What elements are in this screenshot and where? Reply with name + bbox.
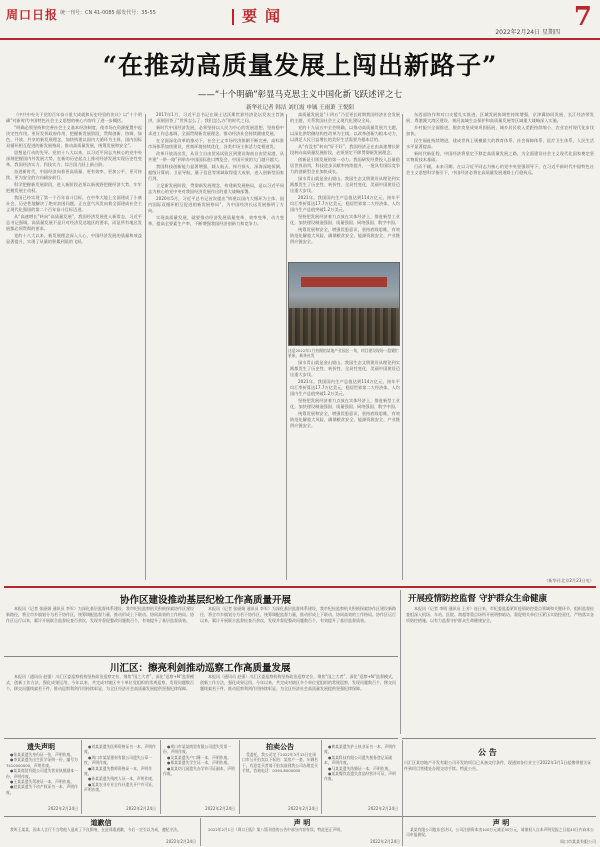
column-divider xyxy=(400,590,401,734)
article-paragraph: 统筹发展和安全，增强忧患意识，坚持底线思维，有效防范化解重大风险，确保粮食安全、能源资源安全、产业链供应链安全。 xyxy=(290,227,400,244)
article-paragraph: 坚持把发展经济着力点放在实体经济上，推进新型工业化，加快建设制造强国、质量强国、网络强国、数字中国。 xyxy=(290,398,400,409)
dispatch-note: （新华社北京2月23日电） xyxy=(544,578,594,583)
classified-item: ●某某幼儿园遗失办学许可证副本，声明作废。 xyxy=(163,765,235,777)
footer-body-2: 2022年2月1日《周口日报》第八版刊登的公告中部分内容有误，特此更正声明。 xyxy=(208,827,344,832)
classified-item: ●马某某遗失结婚证一本，声明作废。 xyxy=(328,765,393,771)
news-headline-3: 川汇区：擦亮利剑推动巡察工作高质量发展 xyxy=(110,663,291,674)
article-paragraph: 民生福祉持续增进，建成世界上规模最大的教育体系、社会保障体系、医疗卫生体系，人民生活水平显著提高。 xyxy=(406,138,594,149)
photo-crowd xyxy=(289,308,399,345)
classified-body-5 xyxy=(324,744,398,804)
photo-caption: 这是2022年1月拍摄的某地产业园区一角，项目建设现场一派繁忙景象。新华社发 xyxy=(288,348,399,358)
classified-item: ●赵某某遗失不动产权证书一本，声明作废。 xyxy=(6,784,78,795)
news-photo xyxy=(288,262,400,346)
footer-date-1: 2022年2月24日 xyxy=(166,839,196,844)
article-paragraph: 行而不辍，未来可期。在以习近平同志为核心的党中央坚强领导下，在习近平新时代中国特色社会主义思想科学指引下，中国经济必将在高质量发展道路上行稳致远。 xyxy=(406,164,594,175)
section-divider xyxy=(4,816,596,817)
article-paragraph: 思想是行动的先导。党的十八大以来，以习近平同志为核心的党中央深刻把握国内外发展大势，在新的历史起点上推动经济发展实现历史性变革，我国经济实力、科技实力、综合国力跃上新台阶。 xyxy=(6,150,142,167)
classified-item: 受委托，我公司定于2022年3月15日在周口市公开拍卖以下标的：某房产一套、车辆若干。有意竞买者请于拍卖前到我公司办理竞买手续。咨询电话：0394-8000000 xyxy=(242,752,318,774)
article-paragraph: 党的十八大以来，新发展理念深入人心，中国经济发展的质量和效益显著提升，实现了从量的积累到质的飞跃。 xyxy=(6,233,142,244)
issue-date: 2022年2月24日 星期四 xyxy=(495,29,560,36)
classified-item: ●郑某某遗失学生证一本，声明作废。 xyxy=(167,760,232,766)
article-paragraph: 2020年5月，习近平总书记首次提出“构建以国内大循环为主体、国内国际双循环相互促进的新发展格局”，为中国经济长远发展指明了方向。 xyxy=(148,196,284,213)
classified-body-4 xyxy=(242,752,318,804)
article-paragraph: 我国科技创新能力显著增强，载人航天、探月探火、深海深地探测、超级计算机、卫星导航、量子信息等领域取得重大成果，进入创新型国家行列。 xyxy=(148,164,284,181)
article-paragraph: 创新是引领发展的第一动力。我国研发经费投入总量稳居世界前列，科技进步贡献率持续提升，一批具有国际竞争力的创新型企业加快成长。 xyxy=(290,157,400,174)
classified-body-3 xyxy=(163,744,235,804)
section-divider xyxy=(4,738,398,739)
article-paragraph: 坚持把发展经济着力点放在实体经济上，推进新型工业化，加快建设制造强国、质量强国、网络强国、数字中国。 xyxy=(290,214,400,225)
news-headline-2: 开展疫情防控监督 守护群众生命健康 xyxy=(408,594,547,604)
column-divider xyxy=(402,114,403,580)
article-paragraph: 改革开放再出发，从设立自由贸易试验区到建设海南自由贸易港，从共建“一带一路”到举办中国国际进口博览会，中国开放的大门越开越大。 xyxy=(148,151,284,162)
main-headline: “在推动高质量发展上闯出新路子” xyxy=(102,51,498,80)
section-title: 要闻 xyxy=(242,7,289,25)
section-divider xyxy=(4,586,596,588)
classified-item: ●某某科技有限公司遗失税务登记证副本，声明作废。 xyxy=(324,754,393,766)
article-paragraph: 奋进新时代，中国经济向着更高质量、更有效率、更加公平、更可持续、更为安全的方向阔步前行。 xyxy=(6,169,142,180)
classified-item: ●周口市某某建材有限公司遗失公章一枚，声明作废。 xyxy=(84,754,153,766)
article-paragraph: 党的十九届五中全会明确，以推动高质量发展为主题，以深化供给侧结构性改革为主线，以改革创新为根本动力，以满足人民日益增长的美好生活需要为根本目的。 xyxy=(290,125,400,142)
classified-date-5: 2022年2月24日 xyxy=(368,806,398,811)
classified-item: ●某某农业专业合作社遗失开户许可证，声明作废。 xyxy=(84,781,156,793)
section-divider xyxy=(402,738,596,739)
newspaper-logo: 周口日报 xyxy=(6,8,59,22)
section-divider xyxy=(4,656,398,657)
classified-body-2 xyxy=(84,744,156,804)
classified-item: ●某某餐饮店遗失食品经营许可证，声明作废。 xyxy=(324,771,396,782)
article-paragraph: 从“有没有”转向“好不好”，我国经济正在由高速增长阶段转向高质量发展阶段，必须坚定不移贯彻新发展理念。 xyxy=(290,144,400,155)
article-paragraph: 乡村振兴全面推进，脱贫攻坚成果巩固拓展，城乡居民收入差距持续缩小，农业农村现代化步伐加快。 xyxy=(406,125,594,136)
notice-title: 公 告 xyxy=(478,748,497,757)
footer-date-2: 2022年2月24日 xyxy=(370,839,400,844)
masthead xyxy=(0,0,600,40)
article-column-3b xyxy=(290,360,400,582)
classified-item: ●刘某某遗失医师资格证书一本，声明作废。 xyxy=(84,744,156,755)
footer-title-1: 道歉信 xyxy=(90,819,112,827)
footer-body-1: 我叫王某某，因本人言行不当给他人造成了不良影响，在此郑重道歉，今后一定引以为戒，遵纪守法。 xyxy=(10,827,181,832)
column-divider xyxy=(81,740,82,814)
classified-item: ●周口市某某商贸有限公司遗失发票一份，声明作废。 xyxy=(163,744,232,755)
classified-item: ●张某某遗失身份证一张，声明作废。 xyxy=(10,752,75,757)
classified-date-1: 2022年2月24日 xyxy=(48,806,78,811)
classified-item: ●某某商贸有限公司遗失营业执照副本一份，声明作废。 xyxy=(6,768,78,779)
footer-title-3: 声 明 xyxy=(492,819,510,827)
classified-item: ●黄某某遗失护士执业证书一本，声明作废。 xyxy=(324,744,396,755)
classified-date-2: 2022年2月24日 xyxy=(126,806,156,811)
column-divider xyxy=(145,114,146,580)
article-paragraph: 立足新发展阶段、贯彻新发展理念、构建新发展格局，是以习近平同志为核心的党中央对我国经济发展作出的重大战略部署。 xyxy=(148,183,284,194)
classified-item: ●吴某某遗失户口簿一本，声明作废。 xyxy=(167,754,232,760)
article-paragraph: 2021年，我国国内生产总值达到114万亿元，按年平均汇率折算达17.7万亿美元，稳居世界第二大经济体，人均国内生产总值突破1.2万美元。 xyxy=(290,379,400,396)
column-divider xyxy=(200,818,201,846)
news-body-1b: 本报讯（记者 张丽娟 通讯员 李军）为深化基层监督体系建设，我市纪检监察机关积极探索协作区建设新路径，将全市乡镇划分为若干协作区，统筹调配监督力量，推动形成上下联动、协同高效的工作格局。协作区运行以来，累计开展联合监督检查百余次，发现并督促整改问题数百个，有效提升了基层监督质效。 xyxy=(200,606,396,623)
classified-item: ●李某某遗失出生医学证明一份，编号为T410000000，声明作废。 xyxy=(6,757,78,768)
article-column-3a xyxy=(290,112,400,260)
footer-title-2: 声 明 xyxy=(293,819,311,827)
classified-item: ●陈某某遗失教师资格证一本，声明作废。 xyxy=(84,765,153,777)
footer-body-3: 某某有限公司股东会决议，公司注册资本由100万元减至50万元，请债权人自本声明见报之日起45日内向本公司申报债权。 xyxy=(406,827,594,838)
page-number: 7 xyxy=(573,2,592,32)
column-divider xyxy=(321,740,322,814)
article-paragraph: 实现高质量发展，就要推动经济发展质量变革、效率变革、动力变革，提高全要素生产率，不断增强我国经济创新力和竞争力。 xyxy=(148,215,284,226)
column-divider xyxy=(402,740,403,846)
article-paragraph: 《中共中央关于党的百年奋斗重大成就和历史经验的决议》以“十个明确”对新时代中国特色社会主义思想的核心内容作了进一步概括。 xyxy=(6,112,142,123)
article-paragraph: 高质量发展是“十四五”乃至更长时期我国经济社会发展的主题，关系我国社会主义现代化建设全局。 xyxy=(290,112,400,123)
news-headline-1: 协作区建设推动基层纪检工作高质量开展 xyxy=(120,595,292,606)
classified-body-1 xyxy=(6,752,78,804)
column-divider xyxy=(286,114,287,580)
footer-sign-3: 周口市某某有限公司 xyxy=(560,839,596,844)
article-column-4 xyxy=(406,112,594,582)
photo-banner xyxy=(301,277,387,287)
article-paragraph: 统筹发展和安全，增强忧患意识，坚持底线思维，有效防范化解重大风险，确保粮食安全、能源资源安全、产业链供应链安全。 xyxy=(290,411,400,428)
edition-info: 统一刊号：CN 41-0085 邮发代号：35-55 xyxy=(60,10,156,16)
article-column-2 xyxy=(148,112,284,582)
section-marker xyxy=(232,9,234,25)
news-body-2: 本报讯（记者 李明 通讯员 王芳）连日来，市纪委监委紧盯疫情防控重点领域和关键环节，组织监督检查组深入机场、车站、医院、商超等重点场所开展明察暗访，督促相关单位压紧压实防控责任，严格落实各项防控措施，以有力监督守护群众生命健康安全。 xyxy=(406,606,594,623)
column-divider xyxy=(160,740,161,814)
article-paragraph: 新时代新征程，中国经济将坚定不移走高质量发展之路，为全面建设社会主义现代化国家奠定坚实物质技术基础。 xyxy=(406,151,594,162)
article-paragraph: 2017年1月，习近平总书记在瑞士达沃斯世界经济论坛发表主旨演讲，深刻回答了“世界怎么了、我们怎么办”的时代之问。 xyxy=(148,112,284,123)
article-paragraph: 从“高速增长”转向“高质量发展”，我国经济发展进入新常态，习近平总书记强调，高质量发展不是只对经济发达地区的要求，而是所有地区发展都必须贯彻的要求。 xyxy=(6,214,142,231)
classified-title-4: 拍卖公告 xyxy=(266,743,294,751)
article-paragraph: 科学把握新发展阶段，进入新阶段必须以新视野把握经济大势，牢牢把握发展主动权。 xyxy=(6,182,142,193)
notice-body: 川汇区某房地产开发有限公司开发的项目已具备交付条件，现通知各位业主于2022年3月1日起携带相关证件到项目售楼处办理交房手续。特此公告。 xyxy=(404,760,592,771)
article-paragraph: 新时代中国经济发展，必须坚持以人民为中心的发展思想，坚持稳中求进工作总基调，全面贯彻新发展理念，推动经济社会持续健康发展。 xyxy=(148,125,284,136)
classified-item: ●孙某某遗失残疾人证一本，声明作废。 xyxy=(88,776,156,782)
byline: 新华社记者 韩洁 刘红霞 申铖 王雨萧 王悦阳 xyxy=(246,105,354,111)
article-paragraph: 绿水青山就是金山银山。我国生态文明建设从理论到实践都发生了历史性、转折性、全局性变化，美丽中国建设迈出重大步伐。 xyxy=(290,360,400,377)
news-body-1: 本报讯（记者 张丽娟 通讯员 李军）为深化基层监督体系建设，我市纪检监察机关积极探索协作区建设新路径，将全市乡镇划分为若干协作区，统筹调配监督力量，推动形成上下联动、协同高效的工作格局。协作区运行以来，累计开展联合监督检查百余次，发现并督促整改问题数百个，有效提升了基层监督质效。 xyxy=(6,606,194,623)
news-body-3: 本报讯（通讯员 赵强）川汇区委巡察机构坚持政治巡察定位，聚焦“国之大者”，深化“巡察+N”监督模式，创新工作方法，强化成果运用。今年以来，共完成对辖区多个单位党组织的常规巡察，发现问题数百个，移交问题线索若干件，推动巡察利剑作用持续彰显，为全区经济社会高质量发展提供坚强纪律保障。 xyxy=(6,674,194,691)
classified-date-4: 2022年2月24日 xyxy=(288,806,318,811)
article-paragraph: 东西部协作和对口支援扎实推进，区域发展协调性持续增强，京津冀协同发展、长江经济带发展、粤港澳大湾区建设、黄河流域生态保护和高质量发展等区域重大战略深入实施。 xyxy=(406,112,594,123)
article-paragraph: 2021年，我国国内生产总值达到114万亿元，按年平均汇率折算达17.7万亿美元，稳居世界第二大经济体，人均国内生产总值突破1.2万美元。 xyxy=(290,195,400,212)
article-paragraph: “明确必须坚持和完善社会主义基本经济制度，使市场在资源配置中起决定性作用，更好发挥政府作用，把握新发展阶段，贯彻创新、协调、绿色、开放、共享的新发展理念，加快构建以国内大循环为主体、国内国际双循环相互促进的新发展格局，推动高质量发展，统筹发展和安全”。 xyxy=(6,125,142,148)
sub-headline: ——“十个明确”彰显马克思主义中国化新飞跃述评之七 xyxy=(197,90,403,100)
article-column-1 xyxy=(6,112,142,582)
classified-item: ●王某某遗失驾驶证一本，声明作废。 xyxy=(10,779,75,785)
classified-date-3: 2022年2月24日 xyxy=(205,806,235,811)
classified-title-1: 遗失声明 xyxy=(27,743,55,751)
news-body-3b: 本报讯（通讯员 赵强）川汇区委巡察机构坚持政治巡察定位，聚焦“国之大者”，深化“巡察+N”监督模式，创新工作方法，强化成果运用。今年以来，共完成对辖区多个单位党组织的常规巡察，发现问题数百个，移交问题线索若干件，推动巡察利剑作用持续彰显，为全区经济社会高质量发展提供坚强纪律保障。 xyxy=(200,674,396,691)
article-paragraph: 我国已经实现了第一个百年奋斗目标，在中华大地上全面建成了小康社会，历史性地解决了绝对贫困问题，正在意气风发向着全面建成社会主义现代化强国的第二个百年奋斗目标迈进。 xyxy=(6,195,142,212)
column-divider xyxy=(239,740,240,814)
article-paragraph: 在全面深化改革的推动下，社会主义市场经济体制不断完善，高标准市场体系加快建设，营商环境持续优化，各类市场主体活力竞相迸发。 xyxy=(148,138,284,149)
article-paragraph: 绿水青山就是金山银山。我国生态文明建设从理论到实践都发生了历史性、转折性、全局性变化，美丽中国建设迈出重大步伐。 xyxy=(290,176,400,193)
